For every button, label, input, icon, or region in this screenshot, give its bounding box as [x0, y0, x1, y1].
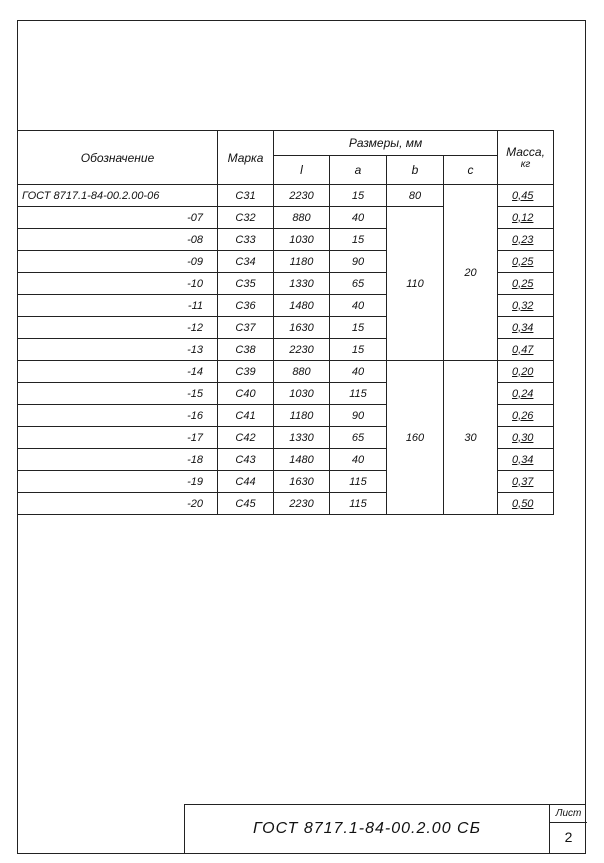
a-cell: 90: [330, 405, 387, 427]
mark-cell: С44: [218, 471, 274, 493]
a-cell: 65: [330, 273, 387, 295]
l-cell: 2230: [274, 493, 330, 515]
sheet-label: Лист: [550, 805, 587, 823]
l-cell: 1630: [274, 471, 330, 493]
header-l: l: [274, 156, 330, 185]
l-cell: 1030: [274, 383, 330, 405]
b-group2-cell: 160: [387, 361, 444, 515]
l-cell: 880: [274, 361, 330, 383]
mass-cell: 0,34: [498, 449, 554, 471]
mark-cell: С37: [218, 317, 274, 339]
a-cell: 115: [330, 471, 387, 493]
header-a: a: [330, 156, 387, 185]
l-cell: 2230: [274, 339, 330, 361]
mass-cell: 0,34: [498, 317, 554, 339]
header-dimensions: Размеры, мм: [274, 131, 498, 156]
l-cell: 1630: [274, 317, 330, 339]
header-mass-label: Масса,: [506, 145, 545, 159]
table-row: [18, 185, 554, 207]
sheet-box: [549, 805, 587, 853]
designation-cell: -12: [18, 317, 218, 339]
mark-cell: С36: [218, 295, 274, 317]
mass-cell: 0,23: [498, 229, 554, 251]
l-cell: 1030: [274, 229, 330, 251]
designation-cell: -10: [18, 273, 218, 295]
mark-cell: С38: [218, 339, 274, 361]
designation-cell: -13: [18, 339, 218, 361]
a-cell: 40: [330, 295, 387, 317]
a-cell: 90: [330, 251, 387, 273]
l-cell: 2230: [274, 185, 330, 207]
a-cell: 40: [330, 207, 387, 229]
mass-cell: 0,37: [498, 471, 554, 493]
l-cell: 1480: [274, 295, 330, 317]
title-block: [184, 804, 586, 854]
header-c: c: [444, 156, 498, 185]
designation-cell: -18: [18, 449, 218, 471]
designation-cell: -20: [18, 493, 218, 515]
mark-cell: С41: [218, 405, 274, 427]
mark-cell: С43: [218, 449, 274, 471]
a-cell: 40: [330, 361, 387, 383]
header-mass-unit: кг: [520, 159, 531, 170]
a-cell: 15: [330, 229, 387, 251]
header-b: b: [387, 156, 444, 185]
mass-cell: 0,24: [498, 383, 554, 405]
l-cell: 1180: [274, 405, 330, 427]
mass-cell: 0,20: [498, 361, 554, 383]
mark-cell: С31: [218, 185, 274, 207]
mass-cell: 0,32: [498, 295, 554, 317]
mass-cell: 0,45: [498, 185, 554, 207]
mark-cell: С45: [218, 493, 274, 515]
mass-cell: 0,50: [498, 493, 554, 515]
mass-cell: 0,25: [498, 273, 554, 295]
designation-cell: -19: [18, 471, 218, 493]
mark-cell: С40: [218, 383, 274, 405]
designation-cell: -15: [18, 383, 218, 405]
l-cell: 1330: [274, 427, 330, 449]
mark-cell: С39: [218, 361, 274, 383]
designation-cell: -16: [18, 405, 218, 427]
mass-cell: 0,12: [498, 207, 554, 229]
a-cell: 115: [330, 383, 387, 405]
mass-cell: 0,25: [498, 251, 554, 273]
specification-table: [17, 130, 554, 515]
a-cell: 65: [330, 427, 387, 449]
a-cell: 115: [330, 493, 387, 515]
designation-cell: -11: [18, 295, 218, 317]
l-cell: 1180: [274, 251, 330, 273]
sheet-number: 2: [564, 829, 573, 845]
designation-cell: -08: [18, 229, 218, 251]
a-cell: 15: [330, 185, 387, 207]
b-cell: 80: [387, 185, 444, 207]
a-cell: 40: [330, 449, 387, 471]
header-designation: Обозначение: [18, 131, 218, 185]
designation-cell: -14: [18, 361, 218, 383]
c-group1-cell: 20: [444, 185, 498, 361]
table-row: [18, 361, 554, 383]
l-cell: 1480: [274, 449, 330, 471]
designation-cell: ГОСТ 8717.1-84-00.2.00-06: [18, 185, 218, 207]
mark-cell: С34: [218, 251, 274, 273]
mass-cell: 0,47: [498, 339, 554, 361]
l-cell: 880: [274, 207, 330, 229]
l-cell: 1330: [274, 273, 330, 295]
document-designation: ГОСТ 8717.1-84-00.2.00 СБ: [252, 820, 482, 837]
mark-cell: С33: [218, 229, 274, 251]
designation-cell: -07: [18, 207, 218, 229]
b-group1-cell: 110: [387, 207, 444, 361]
mark-cell: С42: [218, 427, 274, 449]
mark-cell: С32: [218, 207, 274, 229]
a-cell: 15: [330, 317, 387, 339]
designation-cell: -17: [18, 427, 218, 449]
mark-cell: С35: [218, 273, 274, 295]
mass-cell: 0,30: [498, 427, 554, 449]
mass-cell: 0,26: [498, 405, 554, 427]
header-mark: Марка: [218, 131, 274, 185]
c-group2-cell: 30: [444, 361, 498, 515]
header-mass: [498, 131, 554, 185]
a-cell: 15: [330, 339, 387, 361]
designation-cell: -09: [18, 251, 218, 273]
